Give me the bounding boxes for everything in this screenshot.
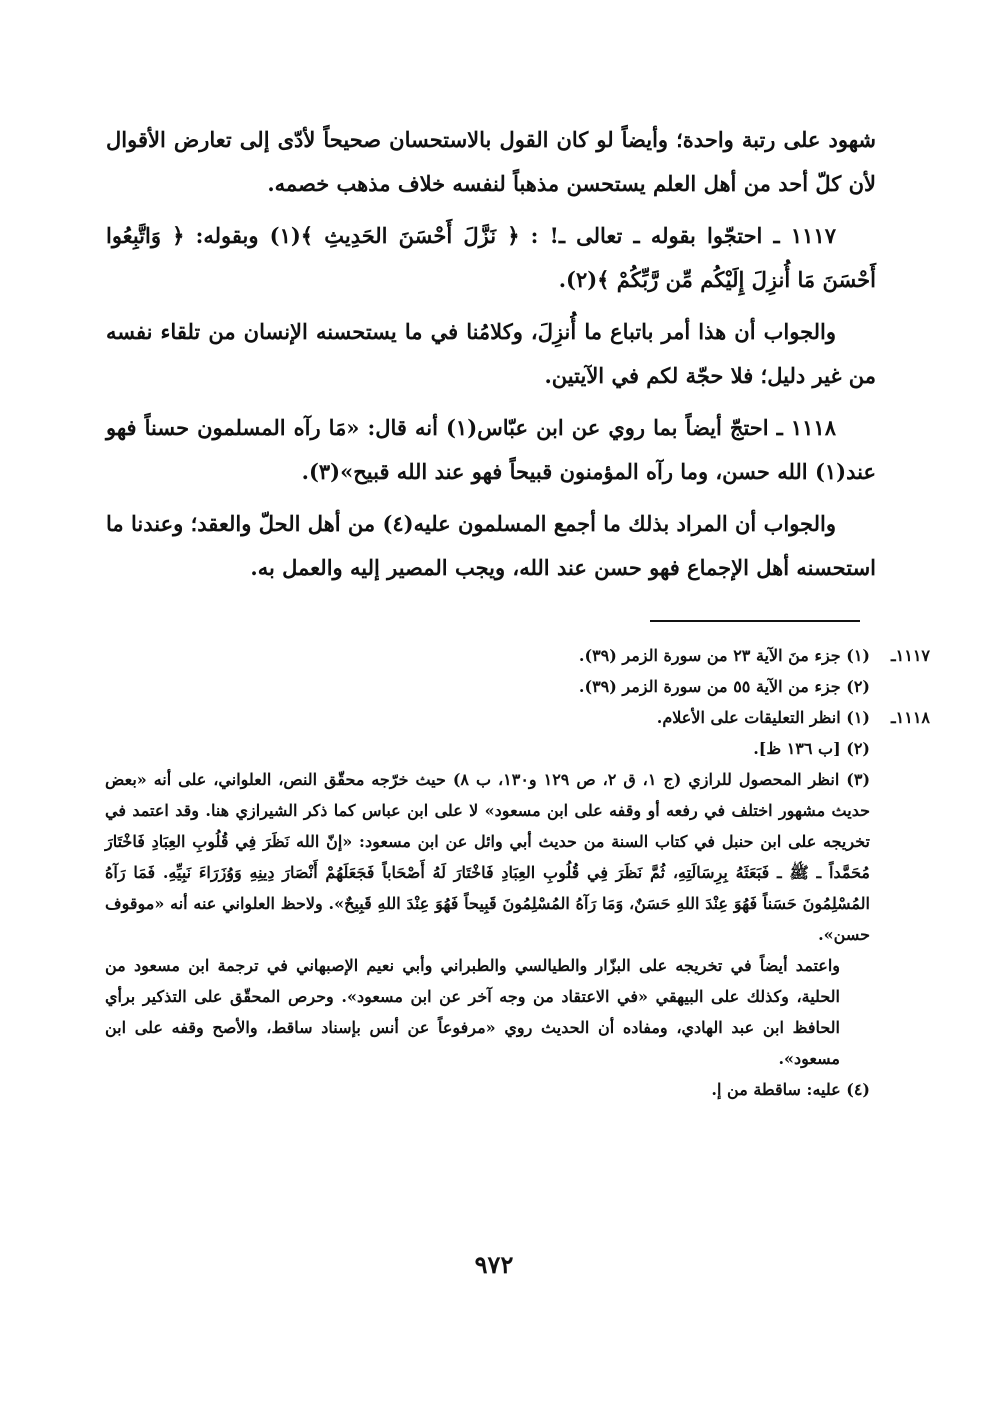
footnote-text: (٢) جزء من الآية ٥٥ من سورة الزمر (٣٩). [578,677,870,696]
page-number: ٩٧٢ [474,1250,514,1279]
footnote-text: (٤) عليه: ساقطة من إ. [711,1080,870,1099]
footnote [105,640,930,671]
paragraph: شهود على رتبة واحدة؛ وأيضاً لو كان القول بالاستحسان صحيحاً لأدّى إلى تعارض الأقوال لأن كلّ أحد من أهل العلم يستحسن مذهباً لنفسه خلاف مذهب خصمه. [106,127,876,196]
footnote-text: (٢) [ب ١٣٦ ظ]. [753,739,870,758]
footnote-divider [650,620,860,622]
footnote [105,1074,930,1105]
footnote [105,671,930,702]
paragraph: والجواب أن هذا أمر باتباع ما أُنزِلَ، وكلامُنا في ما يستحسنه الإنسان من تلقاء نفسه من غير دليل؛ فلا حجّة لكم في الآيتين. [106,319,876,388]
footnote-text: (٣) انظر المحصول للرازي (ج ١، ق ٢، ص ١٢٩ و١٣٠، ب ٨) حيث خرّجه محقّق النص، العلواني، على أنه «بعض حديث مشهور اختلف في رفعه أو وقفه على ابن مسعود» لا على ابن عباس كما ذكر الشيرازي هنا. وقد اعتمد في تخريجه على ابن حنبل في كتاب السنة من حديث أبي وائل عن ابن مسعود: «إنّ الله نَظَرَ فِي قُلُوبِ العِبَادِ فَاخْتَارَ مُحَمَّداً ـ ﷺ ـ فَبَعَثَهُ بِرِسَالَتِهِ، ثُمَّ نَظَرَ فِي قُلُوبِ العِبَادِ فَاخْتَارَ لَهُ أَصْحَاباً فَجَعَلَهُمْ أَنْصَارَ دِينِهِ وَوُزَرَاءَ نَبِيِّهِ. فَمَا رَآهُ المُسْلِمُونَ حَسَناً فَهُوَ عِنْدَ اللهِ حَسَنٌ، وَمَا رَآهُ المُسْلِمُونَ قَبِيحاً فَهُوَ عِنْدَ اللهِ قَبِيحٌ». ولاحظ العلواني عنه أنه «موقوف حسن». [105,770,871,944]
main-text [106,118,876,598]
footnote [105,764,930,950]
footnote [105,733,930,764]
footnotes [105,640,930,1105]
footnote [105,702,930,733]
footnote-text: (١) جزء منَ الآية ٢٣ من سورة الزمر (٣٩). [578,646,870,665]
footnote-section-ref: ١١١٨ـ [890,708,930,727]
footnote-continuation: واعتمد أيضاً في تخريجه على البزّار والطيالسي والطبراني وأبي نعيم الإصبهاني في ترجمة ابن مسعود من الحلية، وكذلك على البيهقي «في الاعتقاد من وجه آخر عن ابن مسعود». وحرص المحقّق على التذكير برأي الحافظ ابن عبد الهادي، ومفاده أن الحديث روي «مرفوعاً عن أنس بإسناد ساقط، والأصح وقفه على ابن مسعود». [105,956,841,1068]
paragraph: والجواب أن المراد بذلك ما أجمع المسلمون عليه(٤) من أهل الحلّ والعقد؛ وعندنا ما استحسنه أهل الإجماع فهو حسن عند الله، ويجب المصير إليه والعمل به. [106,511,876,580]
footnote-section-ref: ١١١٧ـ [890,646,930,665]
paragraph: ١١١٧ ـ احتجّوا بقوله ـ تعالى ـ! : ﴿ نَزَّلَ أَحْسَنَ الحَدِيثِ ﴾(١) وبقوله: ﴿ وَاتَّبِعُوا أَحْسَنَ مَا أُنزِلَ إِلَيْكُم مِّن رَّبِّكُمْ ﴾(٢). [106,223,876,292]
paragraph: ١١١٨ ـ احتجّ أيضاً بما روي عن ابن عبّاس(١) أنه قال: «مَا رآه المسلمون حسناً فهو عند(١) الله حسن، وما رآه المؤمنون قبيحاً فهو عند الله قبيح»(٣). [106,415,876,484]
footnote-text: (١) انظر التعليقات على الأعلام. [656,708,870,727]
